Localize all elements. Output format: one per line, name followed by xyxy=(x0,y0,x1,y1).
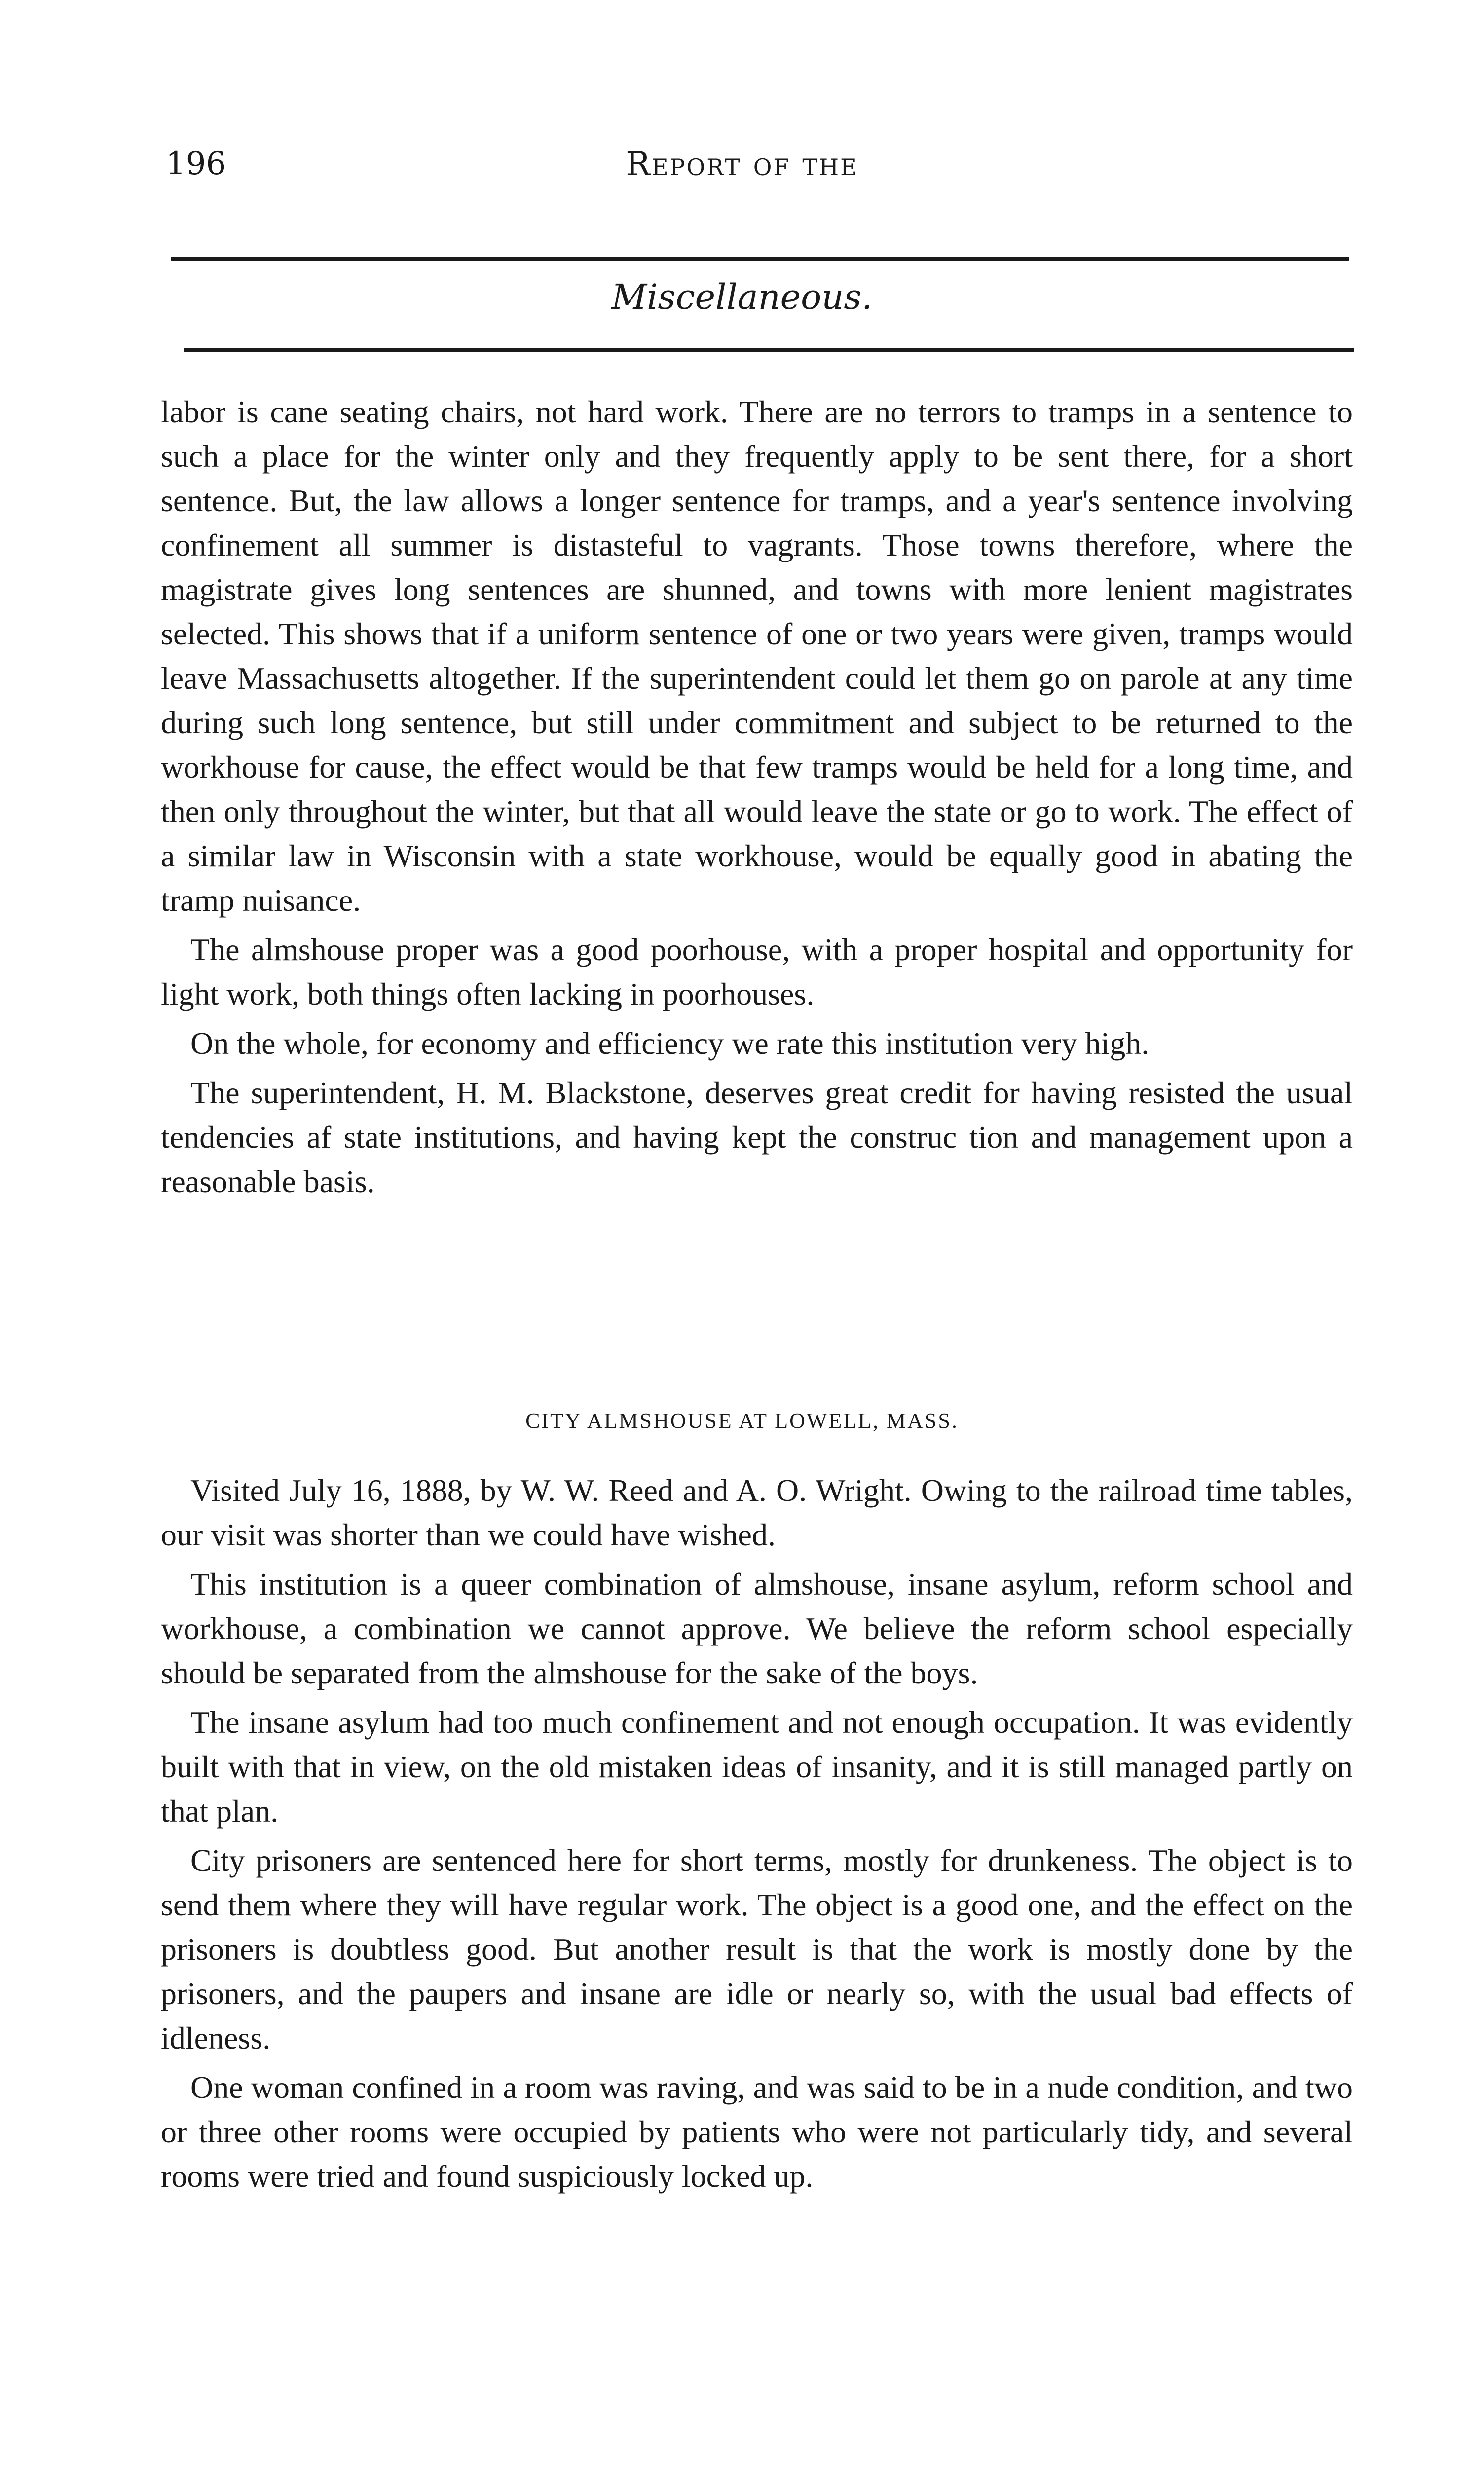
paragraph-superintendent: The superintendent, H. M. Blackstone, deserves great credit for having resisted the usual tendencies af state institutions, and having kept the construc tion and management upon a reasonable basis. xyxy=(161,1075,1353,1199)
paragraph-city-prisoners: City prisoners are sentenced here for short terms, mostly for drunkeness. The object is to send them where they will have regular work. The object is a good one, and the effect on the prisoners is doubtless good. But another result is that the work is mostly done by the prisoners, and the paupers and insane are idle or nearly so, with the usual bad effects of idleness. xyxy=(161,1843,1353,2056)
workhouse-report-body xyxy=(161,390,1353,1209)
header-rule-bottom xyxy=(184,348,1354,352)
paragraph-almshouse-proper: The almshouse proper was a good poorhouse, with a proper hospital and opportunity for light work, both things often lacking in poorhouses. xyxy=(161,932,1353,1011)
paragraph-visit-details: Visited July 16, 1888, by W. W. Reed and A. O. Wright. Owing to the railroad time tables, our visit was shorter than we could have wished. xyxy=(161,1473,1353,1552)
paragraph-economy-rating: On the whole, for economy and efficiency we rate this institution very high. xyxy=(190,1026,1150,1061)
header-rule-top xyxy=(171,257,1349,261)
paragraph-tramp-sentences: labor is cane seating chairs, not hard work. There are no terrors to tramps in a sentence to such a place for the winter only and they frequently apply to be sent there, for a short sentence. But, the law allows a longer sentence for tramps, and a year's sentence involving confinement all summer is distasteful to vagrants. Those towns therefore, where the magistrate gives long sentences are shunned, and towns with more lenient magistrates selected. This shows that if a uniform sentence of one or two years were given, tramps would leave Massachusetts altogether. If the superintendent could let them go on parole at any time during such long sentence, but still under commitment and subject to be returned to the workhouse for cause, the effect would be that few tramps would be held for a long time, and then only throughout the winter, but that all would leave the state or go to work. The effect of a similar law in Wisconsin with a state workhouse, would be equally good in abating the tramp nuisance. xyxy=(161,394,1353,918)
paragraph-insane-asylum: The insane asylum had too much confinement and not enough occupation. It was evidently built with that in view, on the old mistaken ideas of insanity, and it is still managed partly on that plan. xyxy=(161,1705,1353,1829)
lowell-almshouse-heading: CITY ALMSHOUSE AT LOWELL, MASS. xyxy=(525,1409,959,1433)
running-title: Report of the xyxy=(626,145,858,183)
paragraph-combination: This institution is a queer combination of almshouse, insane asylum, reform school and workhouse, a combination we cannot approve. We believe the reform school especially should be separated from the almshouse for the sake of the boys. xyxy=(161,1567,1353,1690)
lowell-report-body xyxy=(161,1468,1353,2204)
paragraph-locked-rooms: One woman confined in a room was raving, and was said to be in a nude condition, and two or three other rooms were occupied by patients who were not particularly tidy, and several rooms were tried and found suspiciously locked up. xyxy=(161,2070,1353,2194)
section-title: Miscellaneous. xyxy=(611,277,873,317)
page-number: 196 xyxy=(166,146,226,182)
